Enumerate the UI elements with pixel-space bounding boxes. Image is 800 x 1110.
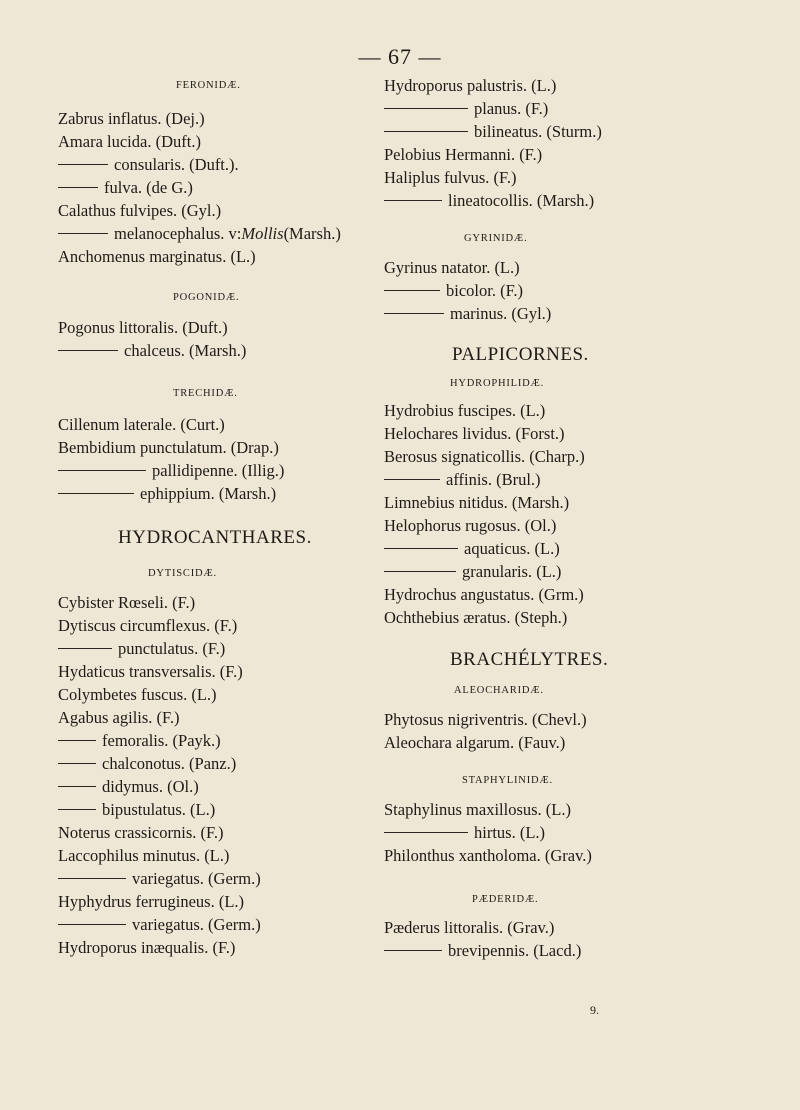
family-heading: ALEOCHARIDÆ. bbox=[454, 685, 544, 696]
species-entry bbox=[58, 341, 246, 361]
species-entry bbox=[384, 191, 594, 211]
species-name: fulva. (de G.) bbox=[104, 178, 193, 197]
ditto-dash bbox=[58, 470, 146, 471]
species-entry: Agabus agilis. (F.) bbox=[58, 708, 180, 727]
species-name: aquaticus. (L.) bbox=[464, 539, 560, 558]
species-entry: Hydroporus palustris. (L.) bbox=[384, 76, 557, 95]
species-name: bilineatus. (Sturm.) bbox=[474, 122, 602, 141]
species-author: (Marsh.) bbox=[283, 224, 341, 243]
species-entry bbox=[58, 915, 261, 935]
ditto-dash bbox=[384, 200, 442, 201]
species-entry bbox=[384, 122, 602, 142]
species-entry bbox=[58, 869, 261, 889]
ditto-dash bbox=[58, 809, 96, 810]
section-heading: BRACHÉLYTRES. bbox=[450, 649, 609, 670]
species-entry bbox=[58, 484, 276, 504]
species-entry bbox=[384, 304, 551, 324]
species-entry: Dytiscus circumflexus. (F.) bbox=[58, 616, 238, 635]
species-entry: Zabrus inflatus. (Dej.) bbox=[58, 109, 205, 128]
species-variety: Mollis bbox=[241, 224, 284, 243]
ditto-dash bbox=[384, 832, 468, 833]
species-entry: Cybister Rœseli. (F.) bbox=[58, 593, 196, 612]
species-name: melanocephalus. v: bbox=[114, 224, 242, 243]
species-entry bbox=[58, 777, 199, 797]
ditto-dash bbox=[384, 313, 444, 314]
family-heading: HYDROPHILIDÆ. bbox=[450, 378, 545, 389]
family-heading: POGONIDÆ. bbox=[173, 292, 240, 303]
species-entry: Ochthebius æratus. (Steph.) bbox=[384, 608, 568, 627]
species-entry bbox=[384, 281, 523, 301]
species-name: ephippium. (Marsh.) bbox=[140, 484, 277, 503]
species-name: didymus. (Ol.) bbox=[102, 777, 199, 796]
ditto-dash bbox=[384, 131, 468, 132]
species-name: marinus. (Gyl.) bbox=[450, 304, 552, 323]
species-name: planus. (F.) bbox=[474, 99, 549, 118]
species-name: chalceus. (Marsh.) bbox=[124, 341, 247, 360]
species-entry: Noterus crassicornis. (F.) bbox=[58, 823, 224, 842]
ditto-dash bbox=[58, 350, 118, 351]
family-heading: DYTISCIDÆ. bbox=[148, 568, 217, 579]
species-entry bbox=[384, 539, 560, 559]
species-entry: Hydrobius fuscipes. (L.) bbox=[384, 401, 546, 420]
species-entry bbox=[384, 941, 581, 961]
ditto-dash bbox=[384, 571, 456, 572]
species-entry: Limnebius nitidus. (Marsh.) bbox=[384, 493, 570, 512]
species-entry bbox=[384, 823, 545, 843]
family-heading: GYRINIDÆ. bbox=[464, 233, 528, 244]
ditto-dash bbox=[58, 164, 108, 165]
ditto-dash bbox=[58, 763, 96, 764]
species-name: lineatocollis. (Marsh.) bbox=[448, 191, 595, 210]
ditto-dash bbox=[384, 548, 458, 549]
species-entry: Amara lucida. (Duft.) bbox=[58, 132, 201, 151]
family-heading: STAPHYLINIDÆ. bbox=[462, 775, 553, 786]
species-entry: Hydaticus transversalis. (F.) bbox=[58, 662, 243, 681]
species-entry bbox=[58, 461, 284, 481]
species-entry: Bembidium punctulatum. (Drap.) bbox=[58, 438, 279, 457]
species-entry: Pelobius Hermanni. (F.) bbox=[384, 145, 543, 164]
species-entry: Aleochara algarum. (Fauv.) bbox=[384, 733, 566, 752]
ditto-dash bbox=[58, 233, 108, 234]
species-entry: Laccophilus minutus. (L.) bbox=[58, 846, 230, 865]
species-entry: Haliplus fulvus. (F.) bbox=[384, 168, 517, 187]
ditto-dash bbox=[384, 950, 442, 951]
species-entry: Phytosus nigriventris. (Chevl.) bbox=[384, 710, 587, 729]
species-name: consularis. (Duft.). bbox=[114, 155, 239, 174]
species-name: bicolor. (F.) bbox=[446, 281, 524, 300]
species-entry bbox=[58, 754, 236, 774]
ditto-dash bbox=[384, 290, 440, 291]
section-heading: HYDROCANTHARES. bbox=[118, 527, 312, 548]
species-entry bbox=[58, 155, 239, 175]
section-heading: PALPICORNES. bbox=[452, 344, 589, 365]
species-entry bbox=[58, 224, 341, 244]
species-entry: Calathus fulvipes. (Gyl.) bbox=[58, 201, 222, 220]
species-name: hirtus. (L.) bbox=[474, 823, 546, 842]
species-entry: Hydroporus inæqualis. (F.) bbox=[58, 938, 236, 957]
species-entry: Staphylinus maxillosus. (L.) bbox=[384, 800, 571, 819]
species-entry: Hydrochus angustatus. (Grm.) bbox=[384, 585, 584, 604]
species-name: bipustulatus. (L.) bbox=[102, 800, 216, 819]
species-entry: Hyphydrus ferrugineus. (L.) bbox=[58, 892, 245, 911]
species-entry bbox=[58, 178, 193, 198]
species-name: granularis. (L.) bbox=[462, 562, 562, 581]
ditto-dash bbox=[58, 740, 96, 741]
species-name: brevipennis. (Lacd.) bbox=[448, 941, 582, 960]
ditto-dash bbox=[58, 493, 134, 494]
species-name: femoralis. (Payk.) bbox=[102, 731, 221, 750]
family-heading: FERONIDÆ. bbox=[176, 80, 241, 91]
species-name: variegatus. (Germ.) bbox=[132, 869, 261, 888]
species-name: variegatus. (Germ.) bbox=[132, 915, 261, 934]
species-entry: Anchomenus marginatus. (L.) bbox=[58, 247, 256, 266]
species-entry: Helophorus rugosus. (Ol.) bbox=[384, 516, 557, 535]
species-entry bbox=[384, 99, 548, 119]
species-name: punctulatus. (F.) bbox=[118, 639, 226, 658]
ditto-dash bbox=[384, 108, 468, 109]
ditto-dash bbox=[58, 786, 96, 787]
species-entry: Berosus signaticollis. (Charp.) bbox=[384, 447, 585, 466]
page-number: — 67 — bbox=[358, 44, 442, 69]
species-entry: Helochares lividus. (Forst.) bbox=[384, 424, 565, 443]
species-entry bbox=[58, 800, 215, 820]
species-entry bbox=[58, 731, 221, 751]
species-name: affinis. (Brul.) bbox=[446, 470, 541, 489]
family-heading: TRECHIDÆ. bbox=[173, 388, 238, 399]
ditto-dash bbox=[58, 648, 112, 649]
species-entry bbox=[58, 639, 225, 659]
species-name: chalconotus. (Panz.) bbox=[102, 754, 237, 773]
ditto-dash bbox=[58, 878, 126, 879]
species-entry: Pogonus littoralis. (Duft.) bbox=[58, 318, 228, 337]
species-entry: Gyrinus natator. (L.) bbox=[384, 258, 520, 277]
species-entry: Philonthus xantholoma. (Grav.) bbox=[384, 846, 592, 865]
signature-mark: 9. bbox=[590, 1003, 599, 1017]
family-heading: PÆDERIDÆ. bbox=[472, 894, 539, 905]
species-name: pallidipenne. (Illig.) bbox=[152, 461, 285, 480]
species-entry: Colymbetes fuscus. (L.) bbox=[58, 685, 217, 704]
species-entry bbox=[384, 470, 541, 490]
species-entry: Cillenum laterale. (Curt.) bbox=[58, 415, 225, 434]
ditto-dash bbox=[58, 924, 126, 925]
ditto-dash bbox=[384, 479, 440, 480]
ditto-dash bbox=[58, 187, 98, 188]
species-entry: Pæderus littoralis. (Grav.) bbox=[384, 918, 555, 937]
species-entry bbox=[384, 562, 561, 582]
